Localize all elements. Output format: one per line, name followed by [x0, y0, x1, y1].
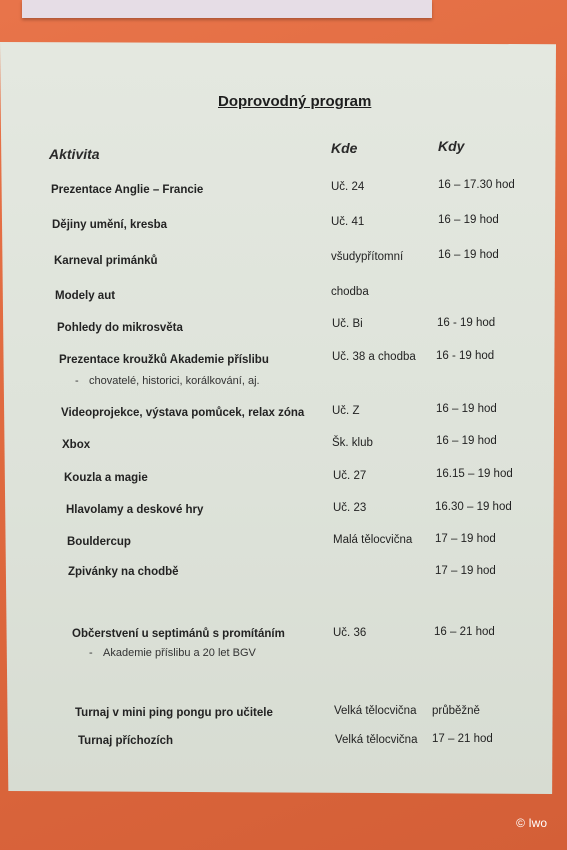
activity-name: Prezentace Anglie – Francie	[51, 184, 204, 196]
sub-bullet: -	[89, 647, 93, 659]
activity-location: Uč. 36	[333, 627, 367, 639]
activity-name: Bouldercup	[67, 536, 131, 548]
activity-name: Zpivánky na chodbě	[68, 566, 179, 578]
activity-name: Videoprojekce, výstava pomůcek, relax zóna	[61, 407, 305, 419]
header-activity: Aktivita	[49, 146, 100, 162]
header-where: Kde	[331, 140, 358, 156]
activity-time: 16 – 19 hod	[438, 249, 499, 261]
activity-location: chodba	[331, 286, 369, 298]
activity-name: Modely aut	[55, 290, 116, 302]
watermark: © Iwo	[516, 816, 547, 830]
activity-time: 16 - 19 hod	[437, 317, 496, 329]
activity-time: 16.15 – 19 hod	[436, 468, 513, 480]
activity-location: Uč. 23	[333, 502, 367, 514]
activity-location: Uč. Bi	[332, 318, 363, 330]
activity-time: 17 – 21 hod	[432, 733, 493, 745]
activity-time: 16 – 21 hod	[434, 626, 495, 638]
activity-name: Pohledy do mikrosvěta	[57, 322, 183, 334]
activity-location: Uč. Z	[332, 405, 360, 417]
sub-bullet: -	[75, 375, 79, 387]
header-when: Kdy	[438, 138, 465, 154]
activity-time: 16 – 19 hod	[436, 403, 497, 415]
activity-time: 16 - 19 hod	[436, 350, 495, 362]
activity-location: Šk. klub	[332, 437, 373, 449]
activity-location: Uč. 38 a chodba	[332, 351, 416, 363]
activity-time: 17 – 19 hod	[435, 533, 496, 545]
activity-time: 16 – 19 hod	[438, 214, 499, 226]
activity-name: Karneval primánků	[54, 255, 158, 267]
activity-location: Velká tělocvična	[334, 705, 417, 717]
activity-name: Dějiny umění, kresba	[52, 219, 168, 231]
activity-name: Turnaj příchozích	[78, 735, 173, 747]
activity-time: 16 – 19 hod	[436, 435, 497, 447]
poster-title: Doprovodný program	[218, 93, 372, 110]
activity-name: Občerstvení u septimánů s promítáním	[72, 628, 285, 640]
activity-location: všudypřítomní	[331, 251, 404, 263]
activity-location: Uč. 27	[333, 470, 367, 482]
activity-subnote: Akademie příslibu a 20 let BGV	[103, 647, 256, 659]
activity-location: Malá tělocvična	[333, 534, 413, 546]
activity-location: Uč. 24	[331, 181, 365, 193]
activity-time: průběžně	[432, 705, 480, 717]
activity-name: Prezentace kroužků Akademie příslibu	[59, 354, 269, 366]
activity-time: 16 – 17.30 hod	[438, 179, 515, 191]
top-paper-edge	[22, 0, 432, 18]
activity-name: Turnaj v mini ping pongu pro učitele	[75, 707, 273, 719]
activity-location: Uč. 41	[331, 216, 365, 228]
activity-time: 16.30 – 19 hod	[435, 501, 512, 513]
activity-name: Kouzla a magie	[64, 472, 148, 484]
activity-name: Xbox	[62, 439, 91, 451]
activity-location: Velká tělocvična	[335, 734, 418, 746]
activity-name: Hlavolamy a deskové hry	[66, 504, 204, 516]
activity-subnote: chovatelé, historici, korálkování, aj.	[89, 375, 260, 387]
activity-time: 17 – 19 hod	[435, 565, 496, 577]
